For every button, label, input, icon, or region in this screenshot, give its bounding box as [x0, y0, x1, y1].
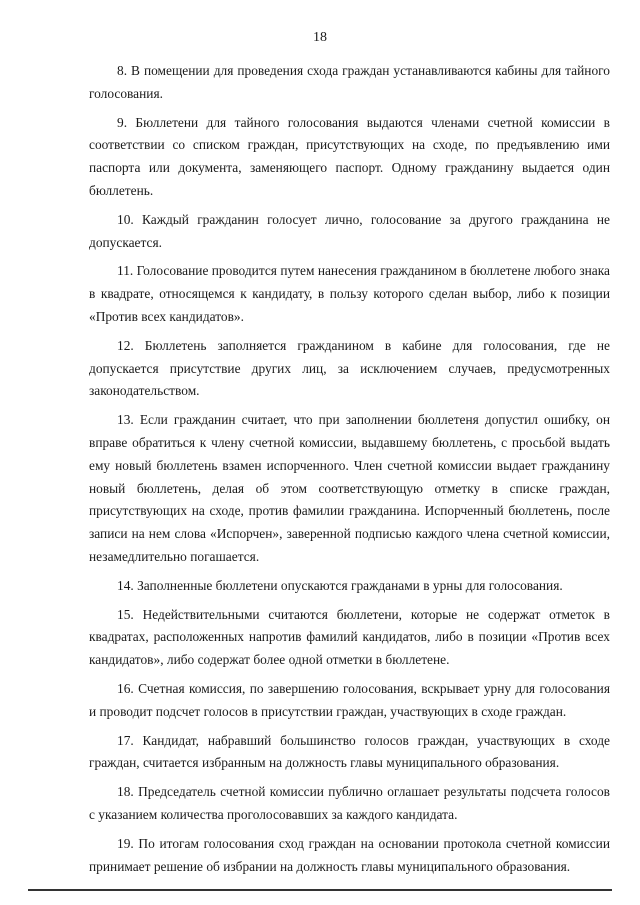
paragraph-18: 18. Председатель счетной комиссии публично оглашает результаты подсчета голосов с указанием количества проголосовавших за каждого кандидата.	[89, 784, 610, 822]
page-number: 18	[313, 30, 327, 45]
paragraph-10: 10. Каждый гражданин голосует лично, голосование за другого гражданина не допускается.	[89, 211, 610, 250]
paragraph-9: 9. Бюллетени для тайного голосования выдаются членами счетной комиссии в соответствии со списком граждан, присутствующих на сходе, по предъявлению ими паспорта или документа, заменяющего паспорт. Одному гражданину выдается один бюллетень.	[89, 114, 610, 198]
bottom-rule	[28, 889, 612, 891]
paragraph-14: 14. Заполненные бюллетени опускаются гражданами в урны для голосования.	[117, 577, 563, 593]
document-body	[89, 60, 610, 884]
paragraph-13: 13. Если гражданин считает, что при заполнении бюллетеня допустил ошибку, он вправе обратиться к члену счетной комиссии, выдавшему бюллетень, с просьбой выдать ему новый бюллетень взамен испорченного. Член счетной комиссии выдает гражданину новый бюллетень, делая об этом соответствующую отметку в списке граждан, присутствующих на сходе, против фамилии гражданина. Испорченный бюллетень, после записи на нем слова «Испорчен», заверенной подписью каждого члена счетной комиссии, незамедлительно погашается.	[89, 412, 610, 564]
paragraph-15: 15. Недействительными считаются бюллетени, которые не содержат отметок в квадратах, расположенных напротив фамилий кандидатов, либо в позиции «Против всех кандидатов», либо содержат более одной отметки в бюллетене.	[89, 606, 610, 668]
paragraph-16: 16. Счетная комиссия, по завершению голосования, вскрывает урну для голосования и проводит подсчет голосов в присутствии граждан, участвующих в сходе граждан.	[89, 680, 610, 719]
paragraph-19: 19. По итогам голосования сход граждан на основании протокола счетной комиссии принимает решение об избрании на должность главы муниципального образования.	[89, 835, 610, 874]
paragraph-17: 17. Кандидат, набравший большинство голосов граждан, участвующих в сходе граждан, считается избранным на должность главы муниципального образования.	[89, 732, 610, 771]
paragraph-12: 12. Бюллетень заполняется гражданином в кабине для голосования, где не допускается присутствие других лиц, за исключением случаев, предусмотренных законодательством.	[89, 337, 610, 399]
paragraph-11: 11. Голосование проводится путем нанесения гражданином в бюллетене любого знака в квадрате, относящемся к кандидату, в пользу которого сделан выбор, либо к позиции «Против всех кандидатов».	[89, 263, 610, 324]
paragraph-8: 8. В помещении для проведения схода граждан устанавливаются кабины для тайного голосования.	[89, 63, 610, 101]
